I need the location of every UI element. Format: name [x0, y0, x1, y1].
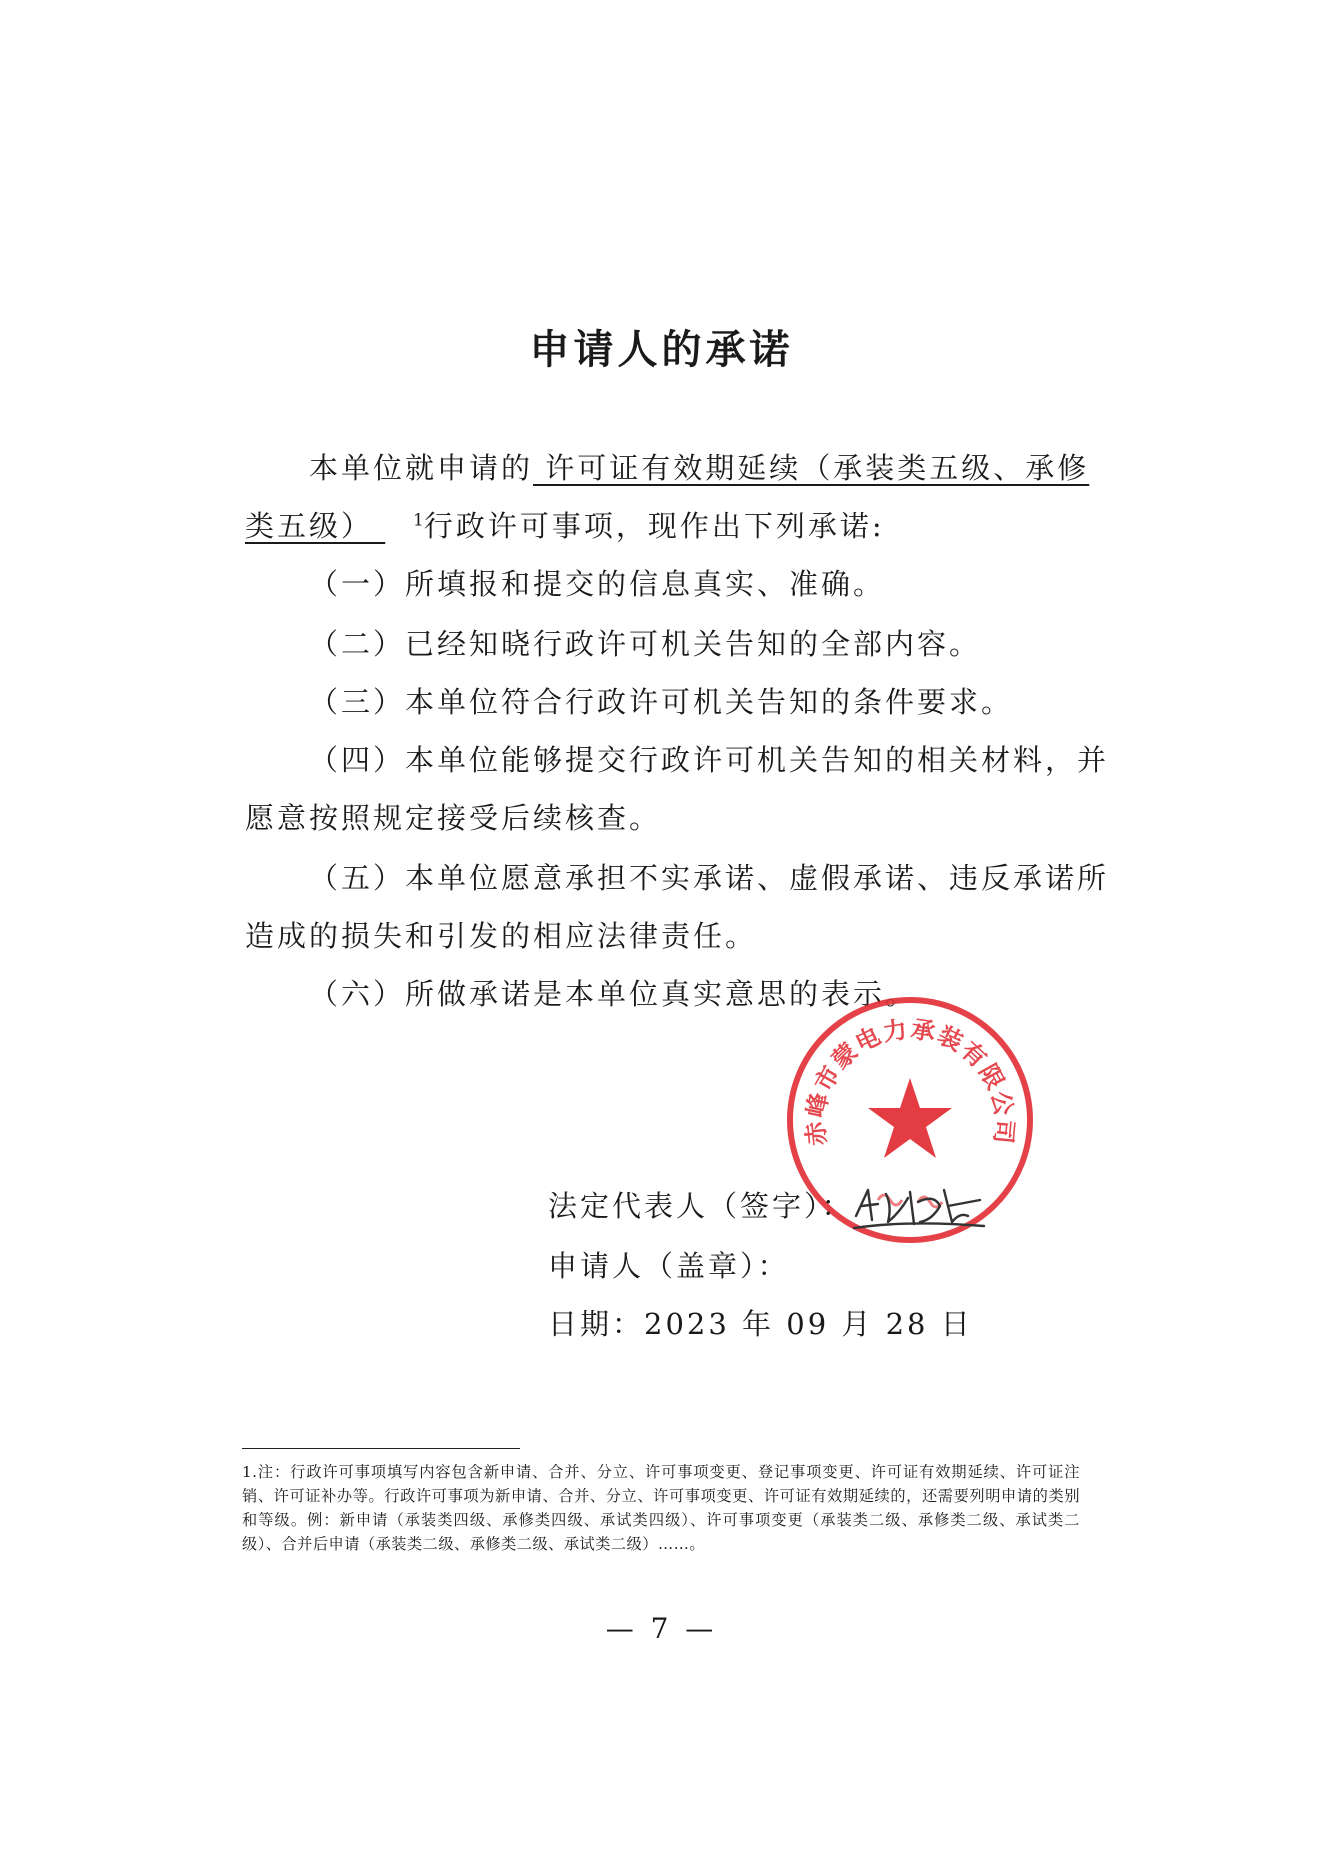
date-field: 日期：2023 年 09 月 28 日 — [548, 1307, 973, 1341]
commitment-item-2: （二）已经知晓行政许可机关告知的全部内容。 — [309, 627, 982, 661]
commitment-item-6: （六）所做承诺是本单位真实意思的表示。 — [309, 977, 918, 1011]
seal-star-icon — [868, 1078, 952, 1158]
intro-suffix: 行政许可事项，现作出下列承诺: — [423, 509, 885, 543]
commitment-item-5-line-1: （五）本单位愿意承担不实承诺、虚假承诺、违反承诺所 — [309, 861, 1110, 895]
application-item-field: 许可证有效期延续（承装类五级、承修 — [533, 451, 1090, 485]
footnote-mark: 1 — [413, 510, 424, 531]
commitment-item-4-line-2: 愿意按照规定接受后续核查。 — [245, 801, 662, 835]
application-item-field-cont: 类五级） — [245, 509, 374, 543]
intro-line-2 — [245, 504, 1080, 545]
legal-rep-signature-label: 法定代表人（签字）： — [548, 1189, 854, 1223]
footnote-text: 1.注：行政许可事项填写内容包含新申请、合并、分立、许可事项变更、登记事项变更、许可证有效期延续、许可证注销、许可证补办等。行政许可事项为新申请、合并、分立、许可事项变更、许可证有效期延续的，还需要列明申请的类别和等级。例：新申请（承装类四级、承修类四级、承试类四级）、许可事项变更（承装类二级、承修类二级、承试类二级）、合并后申请（承装类二级、承修类二级、承试类二级）……。 — [242, 1463, 1080, 1553]
handwritten-signature — [848, 1176, 988, 1234]
page-title: 申请人的承诺 — [529, 327, 794, 373]
commitment-item-1: （一）所填报和提交的信息真实、准确。 — [309, 567, 886, 601]
commitment-item-5-line-2: 造成的损失和引发的相应法律责任。 — [245, 919, 758, 953]
intro-line-1 — [245, 446, 1090, 487]
applicant-seal-label: 申请人（盖章）： — [548, 1249, 790, 1283]
commitment-item-4-line-1: （四）本单位能够提交行政许可机关告知的相关材料，并 — [309, 743, 1110, 777]
seal-text: 赤峰市蒙电力承装有限公司 — [801, 1015, 1019, 1147]
underline-blank — [373, 509, 413, 543]
intro-prefix: 本单位就申请的 — [309, 451, 534, 485]
page-number: — 7 — — [605, 1612, 718, 1645]
footnote-divider — [242, 1448, 520, 1449]
commitment-item-3: （三）本单位符合行政许可机关告知的条件要求。 — [309, 685, 1014, 719]
